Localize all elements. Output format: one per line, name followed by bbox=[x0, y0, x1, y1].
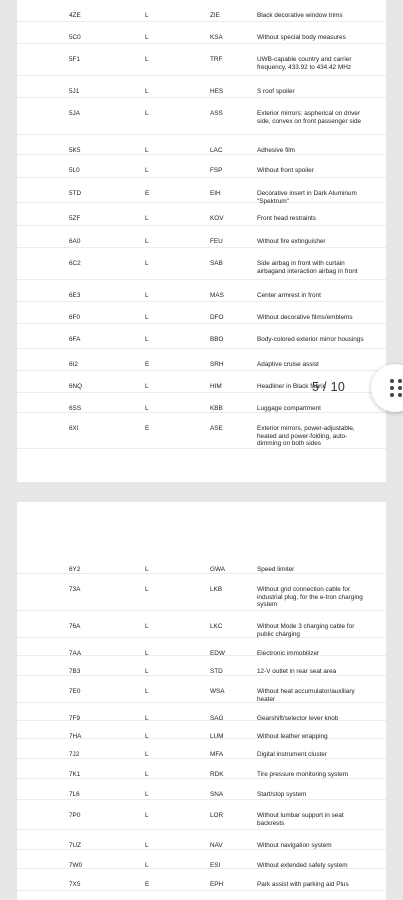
table-row bbox=[17, 676, 386, 703]
table-row bbox=[17, 703, 386, 721]
option-abbr: ASE bbox=[210, 425, 223, 432]
table-row bbox=[17, 638, 386, 656]
document-page-1 bbox=[17, 0, 386, 482]
option-type: L bbox=[145, 292, 149, 299]
option-abbr: LKB bbox=[210, 586, 223, 593]
option-abbr: SRH bbox=[210, 361, 224, 368]
option-type: L bbox=[145, 147, 149, 154]
table-row bbox=[17, 611, 386, 638]
option-abbr: LUM bbox=[210, 733, 224, 740]
option-description: Without special body measures bbox=[257, 34, 346, 41]
option-abbr: HES bbox=[210, 88, 224, 95]
option-type: L bbox=[145, 110, 149, 117]
option-description: Center armrest in front bbox=[257, 292, 321, 299]
option-description: Adhesive film bbox=[257, 147, 296, 154]
option-type: E bbox=[145, 425, 150, 432]
option-abbr: BBO bbox=[210, 336, 224, 343]
option-description: Electronic immobilizer bbox=[257, 650, 320, 657]
option-description: Exterior mirrors, power-adjustable, heated and power-folding, auto-dimming on both sides bbox=[257, 425, 355, 448]
option-code: 7K1 bbox=[69, 771, 81, 778]
option-abbr: EIH bbox=[210, 190, 221, 197]
option-code: 6I2 bbox=[69, 361, 78, 368]
option-type: L bbox=[145, 586, 149, 593]
table-row bbox=[17, 393, 386, 413]
option-description: Without decorative films/emblems bbox=[257, 314, 353, 321]
option-code: 7P0 bbox=[69, 812, 81, 819]
option-description: Without Mode 3 charging cable for public charging bbox=[257, 623, 355, 638]
option-type: L bbox=[145, 56, 149, 63]
table-row bbox=[17, 44, 386, 76]
grid-dots-icon bbox=[390, 379, 402, 397]
option-description: Body-colored exterior mirror housings bbox=[257, 336, 364, 343]
option-description: Tire pressure monitoring system bbox=[257, 771, 349, 778]
option-description: Luggage compartment bbox=[257, 405, 321, 412]
table-row bbox=[17, 203, 386, 226]
option-abbr: HIM bbox=[210, 383, 222, 390]
option-description: Side airbag in front with curtain airbagand interaction airbag in front bbox=[257, 260, 358, 275]
table-row bbox=[17, 349, 386, 371]
option-description: Park assist with parking aid Plus bbox=[257, 881, 349, 888]
option-type: L bbox=[145, 842, 149, 849]
table-row bbox=[17, 76, 386, 98]
option-code: 6A0 bbox=[69, 238, 81, 245]
option-abbr: TRF bbox=[210, 56, 223, 63]
option-abbr: SNA bbox=[210, 791, 224, 798]
table-row bbox=[17, 721, 386, 739]
option-abbr: STD bbox=[210, 668, 223, 675]
option-type: L bbox=[145, 668, 149, 675]
option-code: 7X5 bbox=[69, 881, 81, 888]
table-row bbox=[17, 98, 386, 135]
option-abbr: RDK bbox=[210, 771, 224, 778]
option-description: Start/stop system bbox=[257, 791, 307, 798]
option-description: UWB-capable country and carrier frequency, 433.92 to 434.42 MHz bbox=[257, 56, 352, 71]
document-page-2 bbox=[17, 502, 386, 900]
option-code: 5JA bbox=[69, 110, 81, 117]
option-description: Without extended safety system bbox=[257, 862, 348, 869]
option-code: 7UZ bbox=[69, 842, 82, 849]
option-abbr: LKC bbox=[210, 623, 223, 630]
option-description: Without leather wrapping bbox=[257, 733, 328, 740]
table-row bbox=[17, 739, 386, 759]
option-description: Without fire extinguisher bbox=[257, 238, 326, 245]
option-abbr: SAG bbox=[210, 715, 224, 722]
option-code: 7J2 bbox=[69, 751, 80, 758]
table-row bbox=[17, 850, 386, 869]
option-abbr: KSA bbox=[210, 34, 223, 41]
option-description: Without front spoiler bbox=[257, 167, 314, 174]
option-type: L bbox=[145, 336, 149, 343]
option-abbr: GWA bbox=[210, 566, 226, 573]
option-abbr: FEU bbox=[210, 238, 223, 245]
option-code: 7L6 bbox=[69, 791, 80, 798]
option-type: L bbox=[145, 260, 149, 267]
option-code: 6F0 bbox=[69, 314, 81, 321]
option-abbr: MAS bbox=[210, 292, 224, 299]
option-code: 6C2 bbox=[69, 260, 81, 267]
option-type: L bbox=[145, 167, 149, 174]
option-type: L bbox=[145, 650, 149, 657]
option-abbr: KOV bbox=[210, 215, 224, 222]
option-code: 7F9 bbox=[69, 715, 81, 722]
table-row bbox=[17, 759, 386, 779]
option-description: Without grid connection cable for industrial plug, for the e-tron charging system bbox=[257, 586, 363, 609]
option-abbr: ZIE bbox=[210, 12, 220, 19]
option-code: 7W0 bbox=[69, 862, 83, 869]
option-code: 5F1 bbox=[69, 56, 81, 63]
option-abbr: KBB bbox=[210, 405, 223, 412]
option-description: Black decorative window trims bbox=[257, 12, 343, 19]
table-row bbox=[17, 302, 386, 324]
table-row bbox=[17, 280, 386, 302]
option-code: 6SS bbox=[69, 405, 82, 412]
option-description: Exterior mirrors: aspherical on driver side, convex on front passenger side bbox=[257, 110, 362, 125]
table-row bbox=[17, 869, 386, 891]
option-code: 7HA bbox=[69, 733, 82, 740]
option-type: E bbox=[145, 361, 150, 368]
option-abbr: DFO bbox=[210, 314, 224, 321]
option-type: E bbox=[145, 190, 150, 197]
table-row bbox=[17, 830, 386, 850]
option-type: L bbox=[145, 771, 149, 778]
option-type: L bbox=[145, 791, 149, 798]
option-type: L bbox=[145, 812, 149, 819]
option-code: 5L0 bbox=[69, 167, 80, 174]
table-row bbox=[17, 324, 386, 349]
option-type: L bbox=[145, 751, 149, 758]
option-description: Decorative insert in Dark Aluminum "Spektrum" bbox=[257, 190, 357, 205]
option-code: 6Y2 bbox=[69, 566, 81, 573]
option-code: 7E0 bbox=[69, 688, 81, 695]
option-abbr: LOR bbox=[210, 812, 224, 819]
option-description: 12-V outlet in rear seat area bbox=[257, 668, 337, 675]
option-description: Speed limiter bbox=[257, 566, 295, 573]
option-abbr: FSP bbox=[210, 167, 223, 174]
option-abbr: ASS bbox=[210, 110, 223, 117]
table-row bbox=[17, 800, 386, 830]
option-type: L bbox=[145, 566, 149, 573]
table-row bbox=[17, 226, 386, 248]
option-code: 6E3 bbox=[69, 292, 81, 299]
option-abbr: MFA bbox=[210, 751, 224, 758]
table-row bbox=[17, 554, 386, 574]
option-code: 6FA bbox=[69, 336, 81, 343]
option-code: 5K5 bbox=[69, 147, 81, 154]
option-type: L bbox=[145, 215, 149, 222]
option-description: Headliner in Black fabric bbox=[257, 383, 326, 390]
option-type: E bbox=[145, 881, 150, 888]
option-description: S roof spoiler bbox=[257, 88, 295, 95]
option-description: Digital instrument cluster bbox=[257, 751, 327, 758]
option-abbr: LAC bbox=[210, 147, 223, 154]
option-code: 4ZE bbox=[69, 12, 81, 19]
option-description: Without heat accumulator/auxiliary heater bbox=[257, 688, 355, 703]
option-type: L bbox=[145, 314, 149, 321]
table-row bbox=[17, 413, 386, 449]
option-type: L bbox=[145, 715, 149, 722]
table-row bbox=[17, 178, 386, 203]
option-type: L bbox=[145, 688, 149, 695]
option-code: 7B3 bbox=[69, 668, 81, 675]
option-abbr: SAB bbox=[210, 260, 223, 267]
option-description: Front head restraints bbox=[257, 215, 316, 222]
option-code: 73A bbox=[69, 586, 81, 593]
option-description: Without lumbar support in seat backrests bbox=[257, 812, 344, 827]
option-type: L bbox=[145, 12, 149, 19]
table-row bbox=[17, 574, 386, 611]
option-code: 5TD bbox=[69, 190, 82, 197]
table-row bbox=[17, 0, 386, 22]
option-description: Adaptive cruise assist bbox=[257, 361, 319, 368]
option-type: L bbox=[145, 623, 149, 630]
table-row bbox=[17, 248, 386, 280]
option-description: Gearshift/selector lever knob bbox=[257, 715, 339, 722]
option-type: L bbox=[145, 733, 149, 740]
page-indicator: 5 / 10 bbox=[312, 380, 346, 394]
table-row bbox=[17, 155, 386, 178]
option-description: Without navigation system bbox=[257, 842, 332, 849]
table-row bbox=[17, 135, 386, 155]
option-type: L bbox=[145, 862, 149, 869]
table-row bbox=[17, 779, 386, 800]
option-abbr: NAV bbox=[210, 842, 223, 849]
option-abbr: EDW bbox=[210, 650, 225, 657]
option-abbr: ESI bbox=[210, 862, 221, 869]
option-code: 6NQ bbox=[69, 383, 83, 390]
option-code: 5ZF bbox=[69, 215, 81, 222]
option-code: 5C0 bbox=[69, 34, 81, 41]
option-type: L bbox=[145, 88, 149, 95]
option-code: 5J1 bbox=[69, 88, 80, 95]
option-code: 76A bbox=[69, 623, 81, 630]
option-type: L bbox=[145, 238, 149, 245]
option-code: 6XI bbox=[69, 425, 79, 432]
option-type: L bbox=[145, 34, 149, 41]
option-type: L bbox=[145, 383, 149, 390]
table-row bbox=[17, 656, 386, 676]
table-row bbox=[17, 22, 386, 44]
option-abbr: EPH bbox=[210, 881, 224, 888]
option-code: 7AA bbox=[69, 650, 82, 657]
option-type: L bbox=[145, 405, 149, 412]
option-abbr: WSA bbox=[210, 688, 225, 695]
